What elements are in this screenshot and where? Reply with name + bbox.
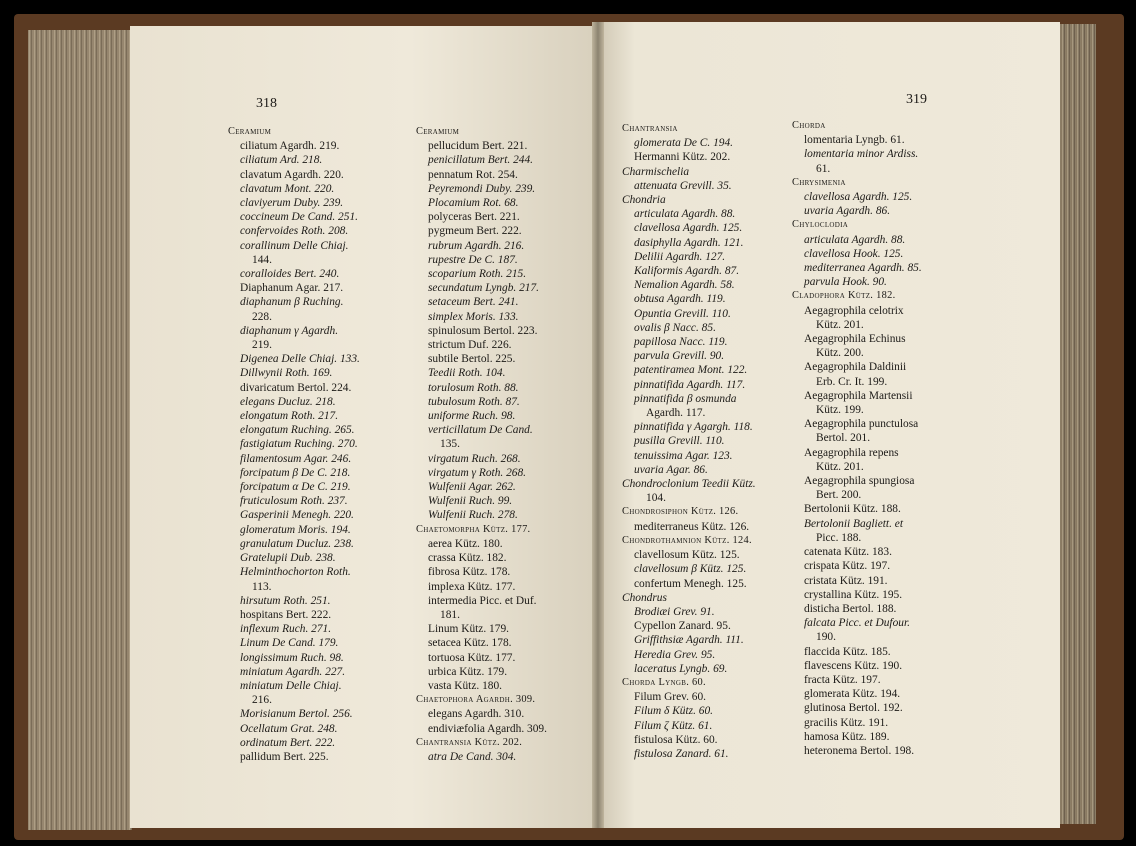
right-page-column-2 (792, 119, 922, 758)
index-entry: Gasperinii Menegh. 220. (240, 509, 354, 522)
index-entry: Aegagrophila spungiosa (804, 475, 915, 488)
index-entry: Linum De Cand. 179. (240, 637, 339, 650)
index-entry: Agardh. 117. (646, 407, 706, 420)
index-entry: pinnatifida Agardh. 117. (634, 378, 746, 391)
index-entry: Kütz. 201. (816, 318, 864, 331)
index-entry: glomerata De C. 194. (634, 137, 734, 150)
index-entry: Aegagrophila Echinus (804, 333, 906, 346)
index-entry: fruticulosum Roth. 237. (240, 495, 348, 508)
index-entry: uvaria Agar. 86. (634, 463, 708, 476)
index-entry: Kaliformis Agardh. 87. (634, 265, 740, 278)
index-entry: attenuata Grevill. 35. (634, 179, 732, 192)
index-entry: hospitans Bert. 222. (240, 608, 332, 621)
index-entry: torulosum Roth. 88. (428, 381, 519, 394)
index-entry: clavatum Mont. 220. (240, 182, 335, 195)
index-entry: lomentaria Lyngb. 61. (804, 134, 905, 147)
index-entry: intermedia Picc. et Duf. (428, 594, 537, 607)
index-entry: mediterraneus Kütz. 126. (634, 520, 750, 533)
index-entry: parvula Grevill. 90. (634, 350, 725, 363)
index-entry: aerea Kütz. 180. (428, 537, 503, 550)
right-page-column-1 (622, 122, 756, 761)
index-entry: miniatum Agardh. 227. (240, 665, 346, 678)
index-entry: catenata Kütz. 183. (804, 546, 892, 559)
index-entry: spinulosum Bertol. 223. (428, 324, 538, 337)
index-entry: flavescens Kütz. 190. (804, 659, 903, 672)
index-entry: Griffithsiæ Agardh. 111. (634, 634, 744, 647)
index-entry: longissimum Ruch. 98. (240, 651, 344, 664)
index-entry: verticillatum De Cand. (428, 424, 533, 437)
index-entry: Brodiæi Grev. 91. (634, 605, 715, 618)
index-entry: pinnatifida γ Agargh. 118. (634, 421, 753, 434)
index-entry: fibrosa Kütz. 178. (428, 566, 511, 579)
index-heading: Chondroclonium Teedii Kütz. (622, 478, 756, 491)
index-entry: Kütz. 199. (816, 404, 864, 417)
index-entry: endiviæfolia Agardh. 309. (428, 722, 547, 735)
index-entry: Kütz. 200. (816, 347, 864, 360)
index-entry: ciliatum Agardh. 219. (240, 140, 340, 153)
index-entry: diaphanum γ Agardh. (240, 324, 339, 337)
index-entry: Heredia Grev. 95. (634, 648, 716, 661)
index-heading: Chondrus (622, 591, 667, 604)
index-entry: pennatum Rot. 254. (428, 168, 518, 181)
index-entry: Filum δ Kütz. 60. (634, 705, 714, 718)
index-entry: glomerata Kütz. 194. (804, 688, 901, 701)
index-entry: divaricatum Bertol. 224. (240, 381, 352, 394)
index-entry: 228. (252, 310, 272, 323)
index-entry: secundatum Lyngb. 217. (428, 282, 540, 295)
index-entry: Bert. 200. (816, 489, 862, 502)
index-entry: Wulfenii Ruch. 278. (428, 509, 518, 522)
index-entry: setacea Kütz. 178. (428, 637, 512, 650)
index-entry: pinnatifida β osmunda (634, 392, 737, 405)
index-heading: Chorda Lyngb. 60. (622, 676, 706, 688)
index-entry: Aegagrophila punctulosa (804, 418, 919, 431)
index-entry: Dillwynii Roth. 169. (240, 367, 333, 380)
index-entry: Aegagrophila celotrix (804, 304, 904, 317)
index-entry: rubrum Agardh. 216. (428, 239, 525, 252)
index-entry: 104. (646, 492, 666, 505)
index-entry: ovalis β Nacc. 85. (634, 321, 716, 334)
page-edges-left (28, 30, 132, 830)
left-page-column-1 (228, 125, 360, 764)
index-entry: clavellosa Agardh. 125. (804, 191, 913, 204)
index-entry: Diaphanum Agar. 217. (240, 282, 344, 295)
index-entry: hirsutum Roth. 251. (240, 594, 331, 607)
index-entry: tortuosa Kütz. 177. (428, 651, 516, 664)
index-entry: 144. (252, 253, 272, 266)
index-entry: vasta Kütz. 180. (428, 679, 503, 692)
index-heading: Chyloclodia (792, 219, 849, 231)
index-entry: 216. (252, 694, 272, 707)
index-entry: Bertol. 201. (816, 432, 871, 445)
book-gutter (592, 22, 604, 828)
index-entry: Bertolonii Kütz. 188. (804, 503, 901, 516)
index-entry: inflexum Ruch. 271. (240, 623, 332, 636)
index-entry: fistulosa Kütz. 60. (634, 733, 718, 746)
index-entry: Gratelupii Dub. 238. (240, 552, 336, 565)
index-entry: confertum Menegh. 125. (634, 577, 747, 590)
index-heading: Chondria (622, 194, 666, 207)
index-heading: Chantransia Kütz. 202. (416, 736, 523, 748)
index-entry: Picc. 188. (816, 531, 862, 544)
index-heading: Charmischelia (622, 165, 690, 178)
index-entry: ciliatum Ard. 218. (240, 154, 323, 167)
index-entry: 181. (440, 608, 460, 621)
index-entry: uniforme Ruch. 98. (428, 410, 516, 423)
index-entry: strictum Duf. 226. (428, 339, 512, 352)
index-entry: pallidum Bert. 225. (240, 750, 329, 763)
index-entry: urbica Kütz. 179. (428, 665, 508, 678)
index-heading: Chondrothamnion Kütz. 124. (622, 534, 752, 546)
index-entry: penicillatum Bert. 244. (428, 154, 534, 167)
index-heading: Chorda (792, 120, 826, 131)
index-entry: disticha Bertol. 188. (804, 602, 897, 615)
index-entry: setaceum Bert. 241. (428, 296, 519, 309)
index-entry: virgatum γ Roth. 268. (428, 466, 527, 479)
index-entry: articulata Agardh. 88. (804, 233, 906, 246)
index-entry: laceratus Lyngb. 69. (634, 662, 728, 675)
index-entry: elongatum Ruching. 265. (240, 424, 355, 437)
index-entry: crispata Kütz. 197. (804, 560, 891, 573)
index-entry: 61. (816, 162, 831, 175)
index-entry: elongatum Roth. 217. (240, 410, 339, 423)
index-entry: virgatum Ruch. 268. (428, 452, 521, 465)
index-heading: Ceramium (228, 126, 272, 137)
index-entry: subtile Bertol. 225. (428, 353, 516, 366)
index-entry: fracta Kütz. 197. (804, 673, 881, 686)
index-entry: rupestre De C. 187. (428, 253, 518, 266)
index-entry: tenuissima Agar. 123. (634, 449, 733, 462)
index-entry: claviyerum Duby. 239. (240, 197, 344, 210)
index-entry: lomentaria minor Ardiss. (804, 148, 919, 161)
index-entry: clavellosum β Kütz. 125. (634, 563, 747, 576)
index-entry: crystallina Kütz. 195. (804, 588, 903, 601)
page-number-left: 318 (256, 96, 277, 111)
index-entry: Morisianum Bertol. 256. (240, 708, 353, 721)
left-page (130, 26, 598, 828)
right-page (598, 22, 1060, 828)
index-entry: forcipatum β De C. 218. (240, 466, 351, 479)
index-entry: 190. (816, 631, 836, 644)
index-entry: forcipatum α De C. 219. (240, 481, 351, 494)
index-entry: mediterranea Agardh. 85. (804, 262, 922, 275)
index-entry: elegans Ducluz. 218. (240, 395, 336, 408)
index-entry: granulatum Ducluz. 238. (240, 537, 354, 550)
index-entry: scoparium Roth. 215. (428, 268, 527, 281)
index-entry: Cypellon Zanard. 95. (634, 620, 731, 633)
index-entry: glomeratum Moris. 194. (240, 523, 351, 536)
index-entry: Erb. Cr. It. 199. (816, 375, 888, 388)
index-entry: flaccida Kütz. 185. (804, 645, 891, 658)
index-entry: Plocamium Rot. 68. (428, 197, 519, 210)
index-entry: corallinum Delle Chiaj. (240, 239, 349, 252)
index-entry: Aegagrophila Martensii (804, 389, 913, 402)
index-heading: Cladophora Kütz. 182. (792, 290, 896, 302)
index-entry: miniatum Delle Chiaj. (240, 679, 342, 692)
index-entry: pygmeum Bert. 222. (428, 225, 522, 238)
index-heading: Chaetophora Agardh. 309. (416, 694, 536, 706)
index-entry: pusilla Grevill. 110. (634, 435, 725, 448)
index-entry: falcata Picc. et Dufour. (804, 617, 910, 630)
index-entry: Nemalion Agardh. 58. (634, 279, 735, 292)
index-entry: uvaria Agardh. 86. (804, 205, 891, 218)
index-entry: obtusa Agardh. 119. (634, 293, 726, 306)
index-entry: 219. (252, 339, 272, 352)
index-entry: elegans Agardh. 310. (428, 708, 525, 721)
index-entry: clavellosa Agardh. 125. (634, 222, 743, 235)
index-entry: Kütz. 201. (816, 460, 864, 473)
index-entry: atra De Cand. 304. (428, 750, 517, 763)
page-edges-right (1056, 24, 1096, 824)
index-heading: Chaetomorpha Kütz. 177. (416, 523, 531, 535)
index-entry: implexa Kütz. 177. (428, 580, 516, 593)
index-entry: Aegagrophila repens (804, 446, 899, 459)
index-entry: hamosa Kütz. 189. (804, 730, 890, 743)
index-entry: filamentosum Agar. 246. (240, 452, 352, 465)
index-entry: papillosa Nacc. 119. (634, 336, 728, 349)
index-entry: ordinatum Bert. 222. (240, 736, 336, 749)
index-entry: Wulfenii Ruch. 99. (428, 495, 513, 508)
index-entry: Helminthochorton Roth. (240, 566, 351, 579)
index-entry: gracilis Kütz. 191. (804, 716, 889, 729)
index-entry: polyceras Bert. 221. (428, 211, 520, 224)
index-entry: Digenea Delle Chiaj. 133. (240, 353, 360, 366)
index-entry: clavatum Agardh. 220. (240, 168, 344, 181)
index-heading: Chondrosiphon Kütz. 126. (622, 506, 739, 518)
index-entry: Bertolonii Bagliett. et (804, 517, 904, 530)
index-entry: 113. (252, 580, 272, 593)
index-entry: Ocellatum Grat. 248. (240, 722, 338, 735)
index-entry: clavellosum Kütz. 125. (634, 549, 740, 562)
index-entry: coccineum De Cand. 251. (240, 211, 358, 224)
index-entry: Hermanni Kütz. 202. (634, 151, 731, 164)
page-number-right: 319 (906, 92, 927, 107)
index-entry: heteronema Bertol. 198. (804, 744, 915, 757)
index-entry: diaphanum β Ruching. (240, 296, 344, 309)
index-entry: simplex Moris. 133. (428, 310, 519, 323)
index-entry: articulata Agardh. 88. (634, 208, 736, 221)
index-entry: Wulfenii Agar. 262. (428, 481, 516, 494)
index-entry: fastigiatum Ruching. 270. (240, 438, 358, 451)
index-heading: Chrysimenia (792, 176, 846, 188)
index-entry: coralloides Bert. 240. (240, 268, 340, 281)
index-entry: confervoides Roth. 208. (240, 225, 349, 238)
index-entry: crassa Kütz. 182. (428, 552, 507, 565)
left-page-column-2 (416, 125, 547, 764)
index-entry: glutinosa Bertol. 192. (804, 702, 903, 715)
index-entry: fistulosa Zanard. 61. (634, 747, 729, 760)
index-entry: tubulosum Roth. 87. (428, 395, 520, 408)
index-entry: Filum ζ Kütz. 61. (634, 719, 713, 732)
index-entry: Aegagrophila Daldinii (804, 361, 907, 374)
index-entry: Teedii Roth. 104. (428, 367, 506, 380)
index-entry: Linum Kütz. 179. (428, 623, 509, 636)
index-entry: Peyremondi Duby. 239. (428, 182, 536, 195)
index-entry: parvula Hook. 90. (804, 276, 887, 289)
index-heading: Chantransia (622, 123, 678, 134)
index-entry: cristata Kütz. 191. (804, 574, 888, 587)
index-heading: Ceramium (416, 126, 460, 137)
index-entry: clavellosa Hook. 125. (804, 247, 904, 260)
index-entry: patentiramea Mont. 122. (634, 364, 748, 377)
index-entry: Delilii Agardh. 127. (634, 250, 726, 263)
index-entry: dasiphylla Agardh. 121. (634, 236, 744, 249)
index-entry: Opuntia Grevill. 110. (634, 307, 731, 320)
index-entry: 135. (440, 438, 460, 451)
index-entry: Filum Grev. 60. (634, 691, 707, 704)
index-entry: pellucidum Bert. 221. (428, 140, 528, 153)
